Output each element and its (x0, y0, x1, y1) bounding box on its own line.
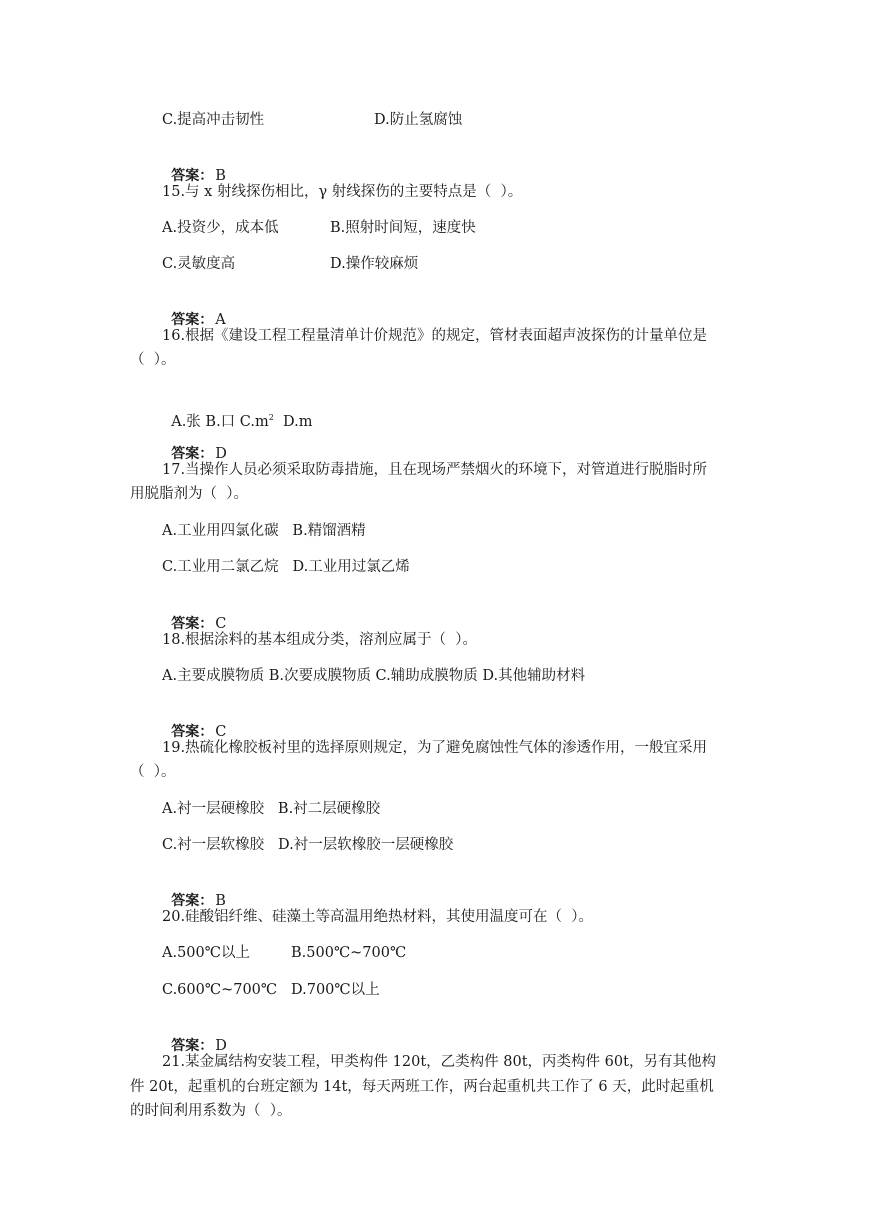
answer-value: A (215, 312, 226, 328)
option-d: D.操作较麻烦 (330, 256, 419, 272)
answer-row (162, 702, 226, 742)
option-d: D.防止氢腐蚀 (374, 112, 463, 128)
superscript: 2 (268, 413, 274, 422)
options-row: A.衬一层硬橡胶 B.衬二层硬橡胶 (162, 801, 381, 817)
option-a: A.500℃以上 (162, 945, 250, 961)
question-21: 21.某金属结构安装工程，甲类构件 120t，乙类构件 80t，丙类构件 60t，另有其他构 (162, 1054, 716, 1070)
answer-value: D (215, 1038, 227, 1054)
option-d: D.700℃以上 (291, 982, 380, 998)
options-row: A.主要成膜物质 B.次要成膜物质 C.辅助成膜物质 D.其他辅助材料 (162, 668, 586, 684)
answer-label: 答案： (171, 1038, 214, 1054)
answer-label: 答案： (171, 893, 214, 909)
answer-value: C (215, 616, 227, 632)
answer-row (162, 290, 226, 330)
question-16-cont: （ ）。 (130, 352, 176, 368)
option-b: B.500℃~700℃ (291, 945, 407, 961)
answer-label: 答案： (171, 446, 214, 462)
answer-row (162, 146, 226, 186)
question-17-cont: 用脱脂剂为（ ）。 (130, 486, 248, 502)
option-c: C.提高冲击韧性 (162, 112, 265, 128)
question-16: 16.根据《建设工程工程量清单计价规范》的规定，管材表面超声波探伤的计量单位是 (162, 328, 708, 344)
option-a: A.张 (171, 414, 201, 430)
answer-row (162, 424, 227, 464)
answer-row (162, 871, 226, 911)
answer-label: 答案： (171, 724, 214, 740)
answer-row (162, 594, 226, 634)
answer-row (162, 1016, 227, 1056)
answer-value: D (215, 446, 227, 462)
answer-value: B (215, 168, 226, 184)
question-20: 20.硅酸铝纤维、硅藻土等高温用绝热材料，其使用温度可在（ ）。 (162, 909, 594, 925)
question-18: 18.根据涂料的基本组成分类，溶剂应属于（ ）。 (162, 632, 478, 648)
question-21-cont: 的时间利用系数为（ ）。 (130, 1103, 292, 1119)
option-b: B.照射时间短，速度快 (330, 220, 476, 236)
question-19-cont: （ ）。 (130, 764, 176, 780)
question-21-cont: 件 20t，起重机的台班定额为 14t，每天两班工作，两台起重机共工作了 6 天，此时起重机 (130, 1079, 714, 1095)
answer-label: 答案： (171, 312, 214, 328)
question-17: 17.当操作人员必须采取防毒措施，且在现场严禁烟火的环境下，对管道进行脱脂时所 (162, 462, 708, 478)
option-c: C.600℃~700℃ (162, 982, 278, 998)
answer-value: C (215, 724, 227, 740)
option-c: C.m (239, 414, 269, 430)
options-row: C.工业用二氯乙烷 D.工业用过氯乙烯 (162, 559, 410, 575)
option-b: B.口 (205, 414, 236, 430)
option-d: D.m (283, 414, 313, 430)
question-19: 19.热硫化橡胶板衬里的选择原则规定，为了避免腐蚀性气体的渗透作用，一般宜采用 (162, 740, 708, 756)
options-row: A.工业用四氯化碳 B.精馏酒精 (162, 523, 366, 539)
option-c: C.灵敏度高 (162, 256, 236, 272)
options-row: C.衬一层软橡胶 D.衬一层软橡胶一层硬橡胶 (162, 837, 454, 853)
answer-label: 答案： (171, 168, 214, 184)
question-15: 15.与 x 射线探伤相比，γ 射线探伤的主要特点是（ ）。 (162, 184, 523, 200)
option-a: A.投资少，成本低 (162, 220, 279, 236)
answer-label: 答案： (171, 616, 214, 632)
answer-value: B (215, 893, 226, 909)
